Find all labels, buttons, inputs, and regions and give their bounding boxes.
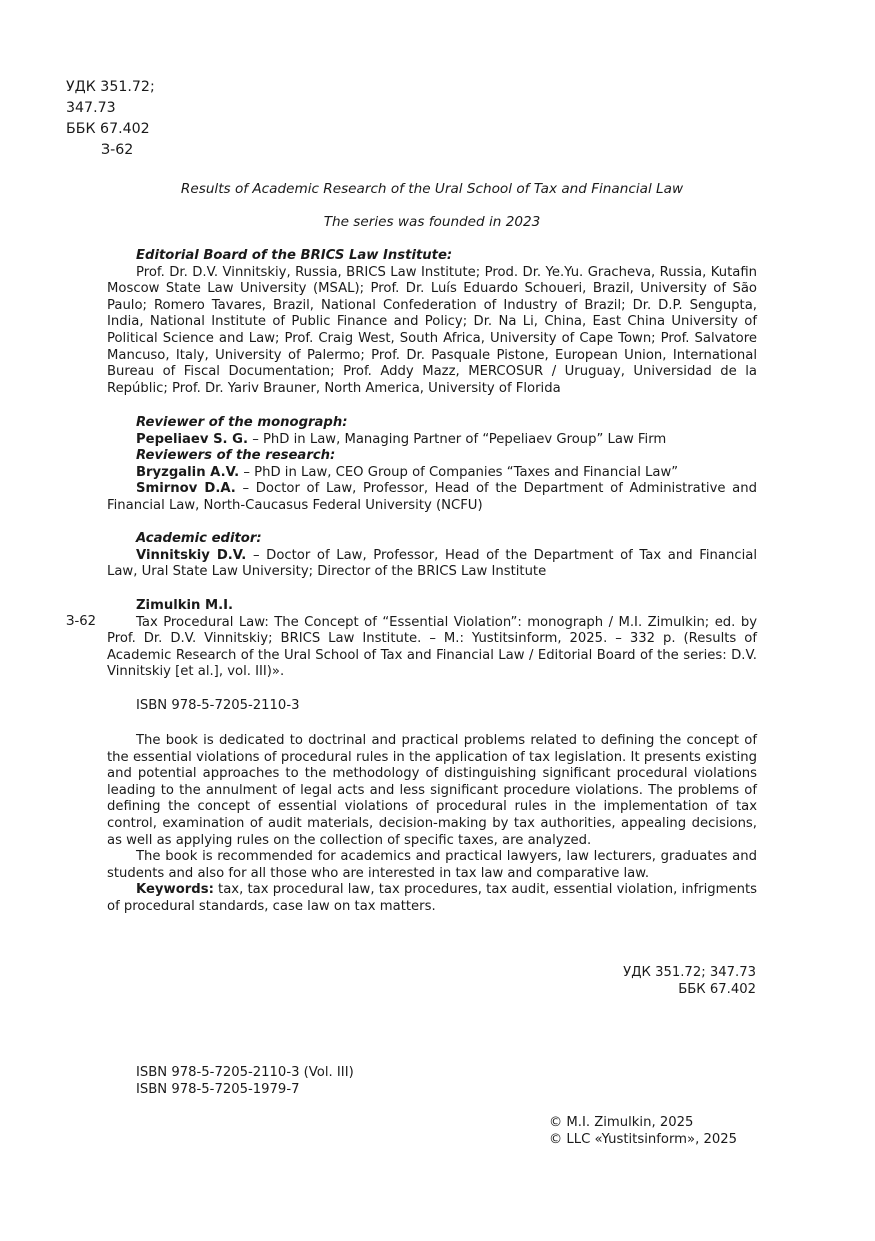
monograph-reviewer-name: Pepeliaev S. G. (136, 431, 248, 447)
keywords-text: tax, tax procedural law, tax procedures, tax audit, essential violation, infrigments of procedural standards, case law on tax matters. (107, 882, 757, 914)
academic-editor-section (107, 531, 757, 581)
udk-code-line1: УДК 351.72; (66, 79, 155, 95)
isbn-volume: ISBN 978-5-7205-2110-3 (Vol. III) (136, 1065, 354, 1080)
bibliographic-author: Zimulkin M.I. (136, 598, 234, 613)
keywords (107, 882, 757, 915)
research-reviewer-1 (107, 465, 757, 482)
classification-codes (560, 965, 756, 998)
bibliographic-side-code: З-62 (66, 614, 96, 629)
research-reviewer-2 (107, 481, 757, 514)
research-reviewer-2-desc: – Doctor of Law, Professor, Head of the Department of Administrative and Financial Law, North-Caucasus Federal University (NCFU) (107, 481, 757, 513)
author-mark: З-62 (101, 142, 134, 158)
academic-editor (107, 548, 757, 581)
udk-code-line2: 347.73 (66, 100, 116, 116)
series-founded: The series was founded in 2023 (323, 214, 541, 230)
monograph-reviewer-heading: Reviewer of the monograph: (136, 415, 348, 430)
editorial-board-text: Prof. Dr. D.V. Vinnitskiy, Russia, BRICS Law Institute; Prod. Dr. Ye.Yu. Gracheva, Russia, Kutafin Moscow State Law University (MSAL); Prof. Dr. Luís Eduardo Schoueri, Brazil, University of São Paulo; Romero Tavares, Brazil, National Confederation of Industry of Brazil; Dr. D.P. Sengupta, India, National Institute of Public Finance and Policy; Dr. Na Li, China, East China University of Political Science and Law; Prof. Craig West, South Africa, University of Cape Town; Prof. Salvatore Mancuso, Italy, University of Palermo; Prof. Dr. Pasquale Pistone, European Union, International Bureau of Fiscal Documentation; Prof. Addy Mazz, MERCOSUR / Uruguay, Universidad de la Repúblic; Prof. Dr. Yariv Brauner, North America, University of Florida (107, 264, 757, 396)
copyright-author: © M.I. Zimulkin, 2025 (549, 1115, 694, 1130)
bibliographic-description: Tax Procedural Law: The Concept of “Essential Violation”: monograph / M.I. Zimulkin; ed. by Prof. Dr. D.V. Vinnitskiy; BRICS Law Institute. – M.: Yustitsinform, 2025. – 332 p. (Results of Academic Research of the Ural School of Tax and Financial Law / Editorial Board of the series: D.V. Vinnitskiy [et al.], vol. III)». (107, 614, 757, 680)
keywords-label: Keywords: (136, 882, 214, 898)
academic-editor-desc: – Doctor of Law, Professor, Head of the Department of Tax and Financial Law, Ural State Law University; Director of the BRICS Law Institute (107, 547, 757, 580)
academic-editor-name: Vinnitskiy D.V. (136, 547, 247, 563)
copyright-block (549, 1115, 737, 1148)
editorial-board (107, 248, 757, 397)
classification-udk: УДК 351.72; 347.73 (623, 965, 756, 980)
editorial-board-heading: Editorial Board of the BRICS Law Institute: (136, 248, 453, 263)
copyright-publisher: © LLC «Yustitsinform», 2025 (549, 1131, 738, 1147)
abstract-paragraph-2: The book is recommended for academics and practical lawyers, law lecturers, graduates and students and also for all those who are interested in tax law and comparative law. (107, 849, 757, 881)
isbn-series: ISBN 978-5-7205-1979-7 (136, 1081, 300, 1097)
library-codes (66, 77, 155, 161)
monograph-reviewer-desc: – PhD in Law, Managing Partner of “Pepeliaev Group” Law Firm (248, 431, 667, 447)
series-title: Results of Academic Research of the Ural School of Tax and Financial Law (180, 181, 684, 197)
bbk-code: ББК 67.402 (66, 121, 150, 137)
reviewers-section (107, 415, 757, 515)
monograph-reviewer (107, 432, 757, 449)
classification-bbk: ББК 67.402 (678, 981, 756, 997)
abstract-paragraph-1: The book is dedicated to doctrinal and practical problems related to defining the concept of the essential violations of procedural rules in the application of tax legislation. It presents existing and potential approaches to the methodology of distinguishing significant procedural violations leading to the annulment of legal acts and less significant procedure violations. The problems of defining the concept of essential violations of procedural rules in the implementation of tax control, examination of audit materials, decision-making by tax authorities, appealing decisions, as well as applying rules on the collection of specific taxes, are analyzed. (107, 733, 757, 848)
research-reviewer-1-desc: – PhD in Law, CEO Group of Companies “Taxes and Financial Law” (239, 464, 679, 480)
research-reviewer-2-name: Smirnov D.A. (136, 481, 236, 497)
research-reviewer-1-name: Bryzgalin A.V. (136, 464, 240, 480)
bibliographic-isbn: ISBN 978-5-7205-2110-3 (136, 698, 300, 713)
abstract-section (107, 733, 757, 916)
isbn-list (136, 1065, 354, 1098)
academic-editor-heading: Academic editor: (136, 531, 262, 546)
bibliographic-section (107, 598, 757, 681)
research-reviewers-heading: Reviewers of the research: (136, 448, 336, 464)
